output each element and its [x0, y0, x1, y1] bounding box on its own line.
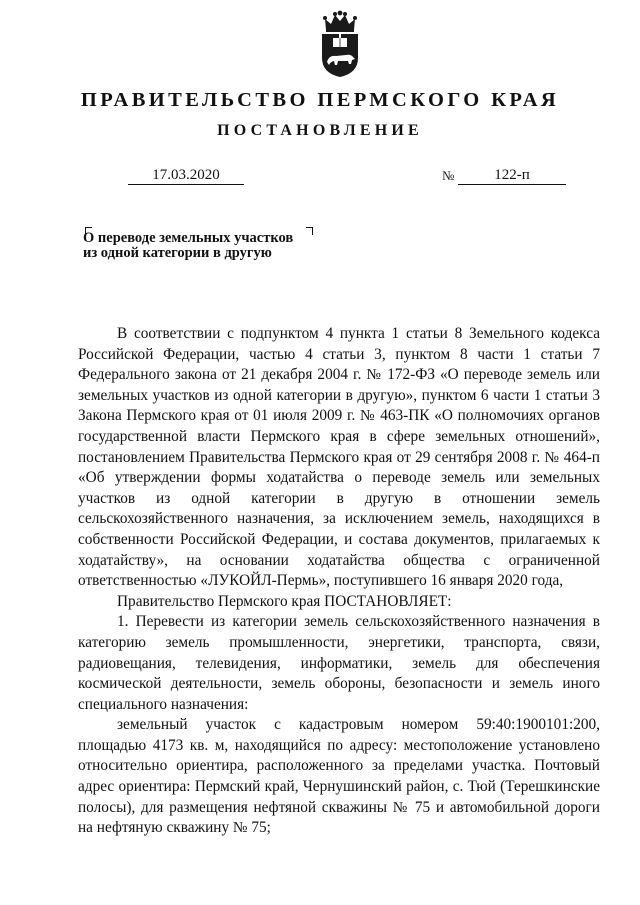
document-date: 17.03.2020 [128, 166, 244, 185]
perm-krai-coat-of-arms-icon [318, 10, 362, 78]
preamble-paragraph: В соответствии с подпунктом 4 пункта 1 статьи 8 Земельного кодекса Российской Федерации, частью 4 статьи 3, пунктом 8 части 1 статьи 7 Федерального закона от 21 декабря 2004 г. № 172-ФЗ «О переводе земель или земельных участков из одной категории в другую», пунктом 6 части 1 статьи 3 Закона Пермского края от 01 июля 2009 г. № 463-ПК «О полномочиях органов государственной власти Пермского края в сфере земельных отношений», постановлением Правительства Пермского края от 29 сентября 2008 г. № 464-п «Об утверждении формы ходатайства о переводе земель или земельных участков из одной категории в другую в отношении земель сельскохозяйственного назначения, за исключением земель, находящихся в собственности Российской Федерации, и состава документов, прилагаемых к ходатайству», на основании ходатайства общества с ограниченной ответственностью «ЛУКОЙЛ-Пермь», поступившего 16 января 2020 года, [78, 325, 600, 590]
document-body [78, 324, 600, 839]
document-subject [83, 231, 323, 261]
subject-line-1: О переводе земельных участков [83, 230, 294, 246]
government-title: ПРАВИТЕЛЬСТВО ПЕРМСКОГО КРАЯ [80, 89, 560, 111]
number-sign: № [442, 168, 455, 183]
document-type: ПОСТАНОВЛЕНИЕ [217, 122, 423, 139]
resolution-paragraph: Правительство Пермского края ПОСТАНОВЛЯЕТ: [117, 592, 452, 610]
subject-line-2: из одной категории в другую [83, 245, 272, 261]
land-plot-paragraph: земельный участок с кадастровым номером 59:40:1900101:200, площадью 4173 кв. м, находящийся по адресу: местоположение установлено относительно ориентира, расположенного за пределами участка. Почтовый адрес ориентира: Пермский край, Чернушинский район, с. Тюй (Терешкинские полосы), для размещения нефтяной скважины № 75 и автомобильной дороги на нефтяную скважину № 75; [78, 716, 600, 837]
document-number: 122-п [458, 166, 566, 185]
clause-1-paragraph: 1. Перевести из категории земель сельскохозяйственного назначения в категорию земель промышленности, энергетики, транспорта, связи, радиовещания, телевидения, информатики, земель для обеспечения космической деятельности, земель обороны, безопасности и земель иного специального назначения: [78, 613, 600, 713]
